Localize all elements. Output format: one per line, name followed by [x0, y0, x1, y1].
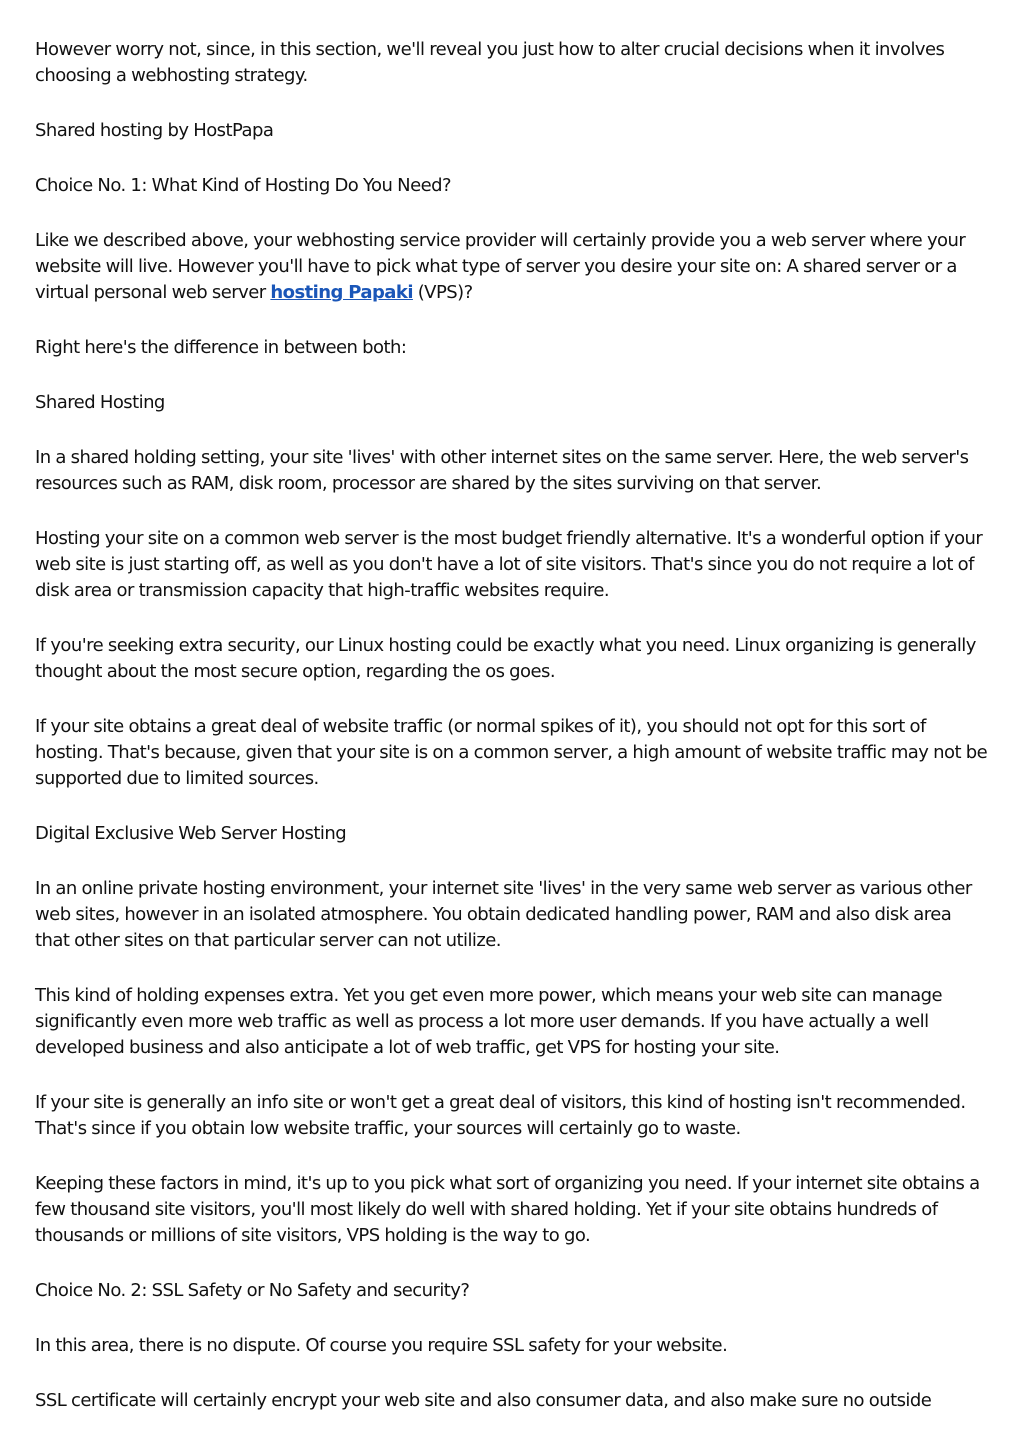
- paragraph-difference: Right here's the difference in between both:: [35, 337, 407, 358]
- paragraph-server-choice-text-before: Like we described above, your webhosting service provider will certainly provide you a web server where your website will live. However you'll have to pick what type of server you desire your site on: A shared server or a virtual personal web server: [35, 230, 966, 303]
- paragraph-server-choice-text-after: (VPS)?: [412, 282, 473, 303]
- paragraph-ssl-certificate: SSL certificate will certainly encrypt your web site and also consumer data, and also make sure no outside: [35, 1390, 932, 1411]
- paragraph-server-choice: [35, 228, 990, 306]
- paragraph-traffic-warning: If your site obtains a great deal of website traffic (or normal spikes of it), you should not opt for this sort of hosting. That's because, given that your site is on a common server, a high amount of website traffic may not be supported due to limited sources.: [35, 716, 988, 789]
- paragraph-intro: However worry not, since, in this section, we'll reveal you just how to alter crucial decisions when it involves choosing a webhosting strategy.: [35, 39, 945, 86]
- paragraph-vps-cost: This kind of holding expenses extra. Yet you get even more power, which means your web site can manage significantly even more web traffic as well as process a lot more user demands. If you have actually a well developed business and also anticipate a lot of web traffic, get VPS for hosting your site.: [35, 985, 942, 1058]
- heading-choice-2: Choice No. 2: SSL Safety or No Safety and security?: [35, 1280, 470, 1301]
- heading-shared-hosting-hostpapa: Shared hosting by HostPapa: [35, 120, 274, 141]
- heading-shared-hosting: Shared Hosting: [35, 392, 165, 413]
- document-body: [35, 37, 990, 1443]
- hosting-papaki-link[interactable]: hosting Papaki: [270, 282, 413, 303]
- paragraph-shared-setting: In a shared holding setting, your site 'lives' with other internet sites on the same server. Here, the web server's resources such as RAM, disk room, processor are shared by the sites surviving on that server.: [35, 447, 969, 494]
- paragraph-linux-security: If you're seeking extra security, our Linux hosting could be exactly what you need. Linux organizing is generally thought about the most secure option, regarding the os goes.: [35, 635, 976, 682]
- heading-choice-1: Choice No. 1: What Kind of Hosting Do You Need?: [35, 175, 451, 196]
- paragraph-shared-budget: Hosting your site on a common web server is the most budget friendly alternative. It's a wonderful option if your web site is just starting off, as well as you don't have a lot of site visitors. That's since you do not require a lot of disk area or transmission capacity that high-traffic websites require.: [35, 528, 983, 601]
- paragraph-vps-environment: In an online private hosting environment, your internet site 'lives' in the very same web server as various other web sites, however in an isolated atmosphere. You obtain dedicated handling power, RAM and also disk area that other sites on that particular server can not utilize.: [35, 878, 972, 951]
- paragraph-vps-not-recommended: If your site is generally an info site or won't get a great deal of visitors, this kind of hosting isn't recommended. That's since if you obtain low website traffic, your sources will certainly go to waste.: [35, 1092, 966, 1139]
- paragraph-ssl-no-dispute: In this area, there is no dispute. Of course you require SSL safety for your website.: [35, 1335, 728, 1356]
- heading-vps-hosting: Digital Exclusive Web Server Hosting: [35, 823, 347, 844]
- paragraph-factors: Keeping these factors in mind, it's up to you pick what sort of organizing you need. If your internet site obtains a few thousand site visitors, you'll most likely do well with shared holding. Yet if your site obtains hundreds of thousands or millions of site visitors, VPS holding is the way to go.: [35, 1173, 980, 1246]
